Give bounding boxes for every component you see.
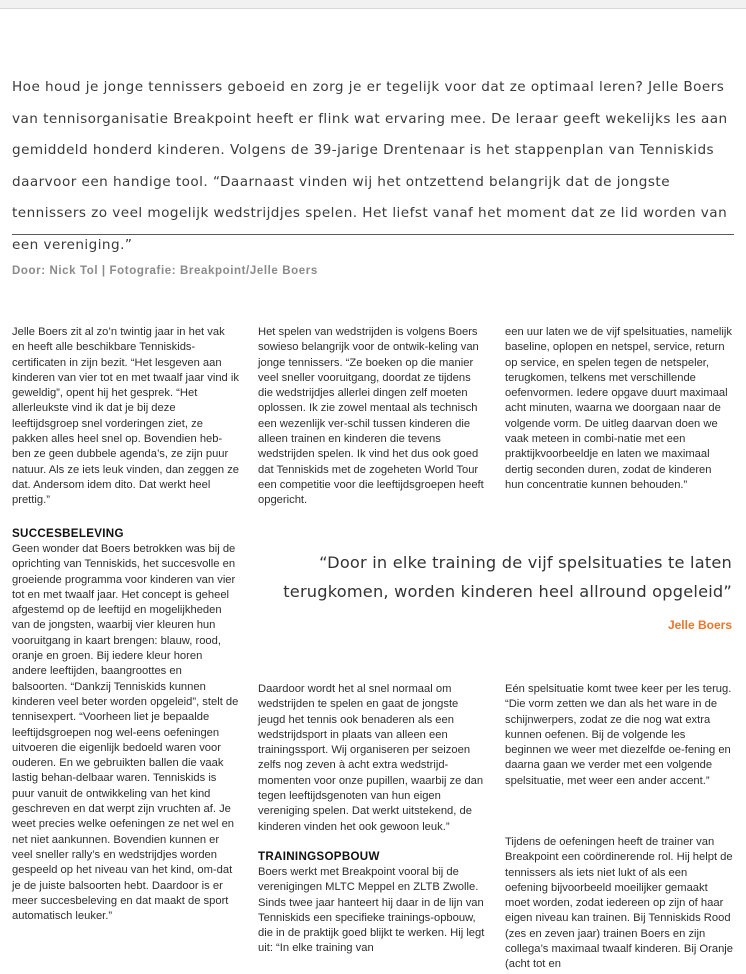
divider xyxy=(12,234,734,235)
column-3-final xyxy=(505,835,733,973)
top-bar xyxy=(0,0,746,9)
body-paragraph: een uur laten we de vijf spelsituaties, namelijk baseline, oplopen en netspel, service, return op service, en spelen tegen de netspeler, terugkomen, telkens met verschillende oefenvormen. Iedere opgave duurt maximaal acht minuten, waarna we doorgaan naar de volgende vorm. De uitleg daarvan doen we vaak meteen in combi-natie met een praktijkvoorbeeldje en laten we maximaal dertig seconden duren, zodat de kinderen hun concentratie kunnen behouden.” xyxy=(505,326,732,491)
body-paragraph: Tijdens de oefeningen heeft de trainer van Breakpoint een coördinerende rol. Hij helpt de tennissers als iets niet lukt of als een oefening bijvoorbeeld moeilijker gemaakt moet worden, zodat iedereen op zijn of haar eigen niveau kan trainen. Bij Tenniskids Rood (zes en zeven jaar) trainen Boers en zijn collega’s maximaal twaalf kinderen. Bij Oranje (acht tot en xyxy=(505,836,733,971)
pull-quote: “Door in elke training de vijf spelsituaties te laten terugkomen, worden kinderen heel allround opgeleid” xyxy=(283,553,732,601)
column-1-top xyxy=(12,325,240,509)
body-paragraph: Eén spelsituatie komt twee keer per les terug. “Die vorm zetten we dan als het ware in de schijnwerpers, zodat ze die nog wat extra kunnen oefenen. Bij de volgende les beginnen we weer met diezelfde oe-fening en daarna gaan we verder met een volgende spelsituatie, met weer een ander accent.” xyxy=(505,683,732,787)
column-2-final xyxy=(258,865,486,957)
intro-paragraph: Hoe houd je jonge tennissers geboeid en zorg je er tegelijk voor dat ze optimaal leren? Jelle Boers van tennisorganisatie Breakpoint heeft er flink wat ervaring mee. De leraar geeft wekelijks les aan gemiddeld honderd kinderen. Volgens de 39-jarige Drentenaar is het stappenplan van Tenniskids daarvoor een handige tool. “Daarnaast vinden wij het ontzettend belangrijk dat de jongste tennissers zo veel mogelijk wedstrijdjes spelen. Het liefst vanaf het moment dat ze lid worden van een vereniging.” xyxy=(12,79,728,253)
column-2-top xyxy=(258,325,486,509)
body-paragraph: Het spelen van wedstrijden is volgens Boers sowieso belangrijk voor de ontwik-keling van jonge tennissers. “Ze boeken op die manier veel sneller vooruitgang, doordat ze tijdens die wedstrijdjes allerlei dingen zelf moeten oplossen. Ik zie zowel mentaal als technisch een wezenlijk ver-schil tussen kinderen die alleen trainen en kinderen die tevens wedstrijden spelen. Ik vind het dus ook goed dat Tenniskids met de zogeheten World Tour een competitie voor die leeftijdsgroepen heeft opgericht. xyxy=(258,326,484,507)
body-paragraph: Geen wonder dat Boers betrokken was bij de oprichting van Tenniskids, het succesvolle en groeiende programma voor kinderen van vier tot en met twaalf jaar. Het concept is geheel afgestemd op de leeftijd en mogelijkheden van de jongsten, waarbij vier kleuren hun vooruitgang in kaart brengen: blauw, rood, oranje en groen. Bij iedere kleur horen andere leeftijden, baangroottes en balsoorten. “Dankzij Tenniskids kunnen kinderen veel beter worden opgeleid”, stelt de tennisexpert. “Voorheen liet je bepaalde leeftijdsgroepen nog wel-eens oefeningen uitvoeren die eigenlijk bedoeld waren voor ouderen. En we gebruikten ballen die vaak lastig behan-delbaar waren. Tenniskids is puur vanuit de ontwikkeling van het kind geschreven en dat werpt zijn vruchten af. Je weet precies welke oefeningen ze net wel en net niet aankunnen. Bovendien kunnen er veel sneller rally’s en wedstrijdjes worden gespeeld op het niveau van het kind, om-dat je de juiste balsoorten hebt. Daardoor is er meer succesbeleving en dat maakt de sport automatisch leuker.” xyxy=(12,543,239,923)
column-3-bottom xyxy=(505,682,733,789)
section-heading-trainingsopbouw: TRAININGSOPBOUW xyxy=(258,850,380,863)
byline: Door: Nick Tol | Fotografie: Breakpoint/Jelle Boers xyxy=(12,265,318,277)
body-paragraph: Daardoor wordt het al snel normaal om wedstrijden te spelen en gaat de jongste jeugd het tennis ook benaderen als een wedstrijdsport in plaats van alleen een trainingssport. Wij organiseren per seizoen zelfs nog zeven à acht extra wedstrijd-momenten voor onze pupillen, waarbij ze dan tegen leeftijdsgenoten van hun eigen vereniging spelen. Dat werkt uitstekend, de kinderen vinden het ook gewoon leuk.” xyxy=(258,683,484,833)
pull-quote-author: Jelle Boers xyxy=(667,618,732,632)
body-paragraph: Boers werkt met Breakpoint vooral bij de verenigingen MLTC Meppel en ZLTB Zwolle. Sinds twee jaar hanteert hij daar in de lijn van Tenniskids een specifieke trainings-opbouw, die in de praktijk goed blijkt te werken. Hij legt uit: “In elke training van xyxy=(258,866,485,955)
column-2-bottom xyxy=(258,682,486,835)
section-heading-succesbeleving: SUCCESBELEVING xyxy=(12,527,124,540)
column-3-top xyxy=(505,325,733,493)
body-paragraph: Jelle Boers zit al zo’n twintig jaar in het vak en heeft alle beschikbare Tenniskids-certificaten in zijn bezit. “Het lesgeven aan kinderen van vier tot en met twaalf jaar vind ik geweldig”, opent hij het gesprek. “Het allerleukste vind ik dat je bij deze leeftijdsgroep snel vorderingen ziet, ze pakken alles heel snel op. Bovendien heb-ben ze geen dubbele agenda’s, ze zijn puur natuur. Als ze iets leuk vinden, dan zeggen ze dat. Andersom idem dito. Dat werkt heel prettig.” xyxy=(12,326,240,507)
column-1-bottom xyxy=(12,542,240,924)
